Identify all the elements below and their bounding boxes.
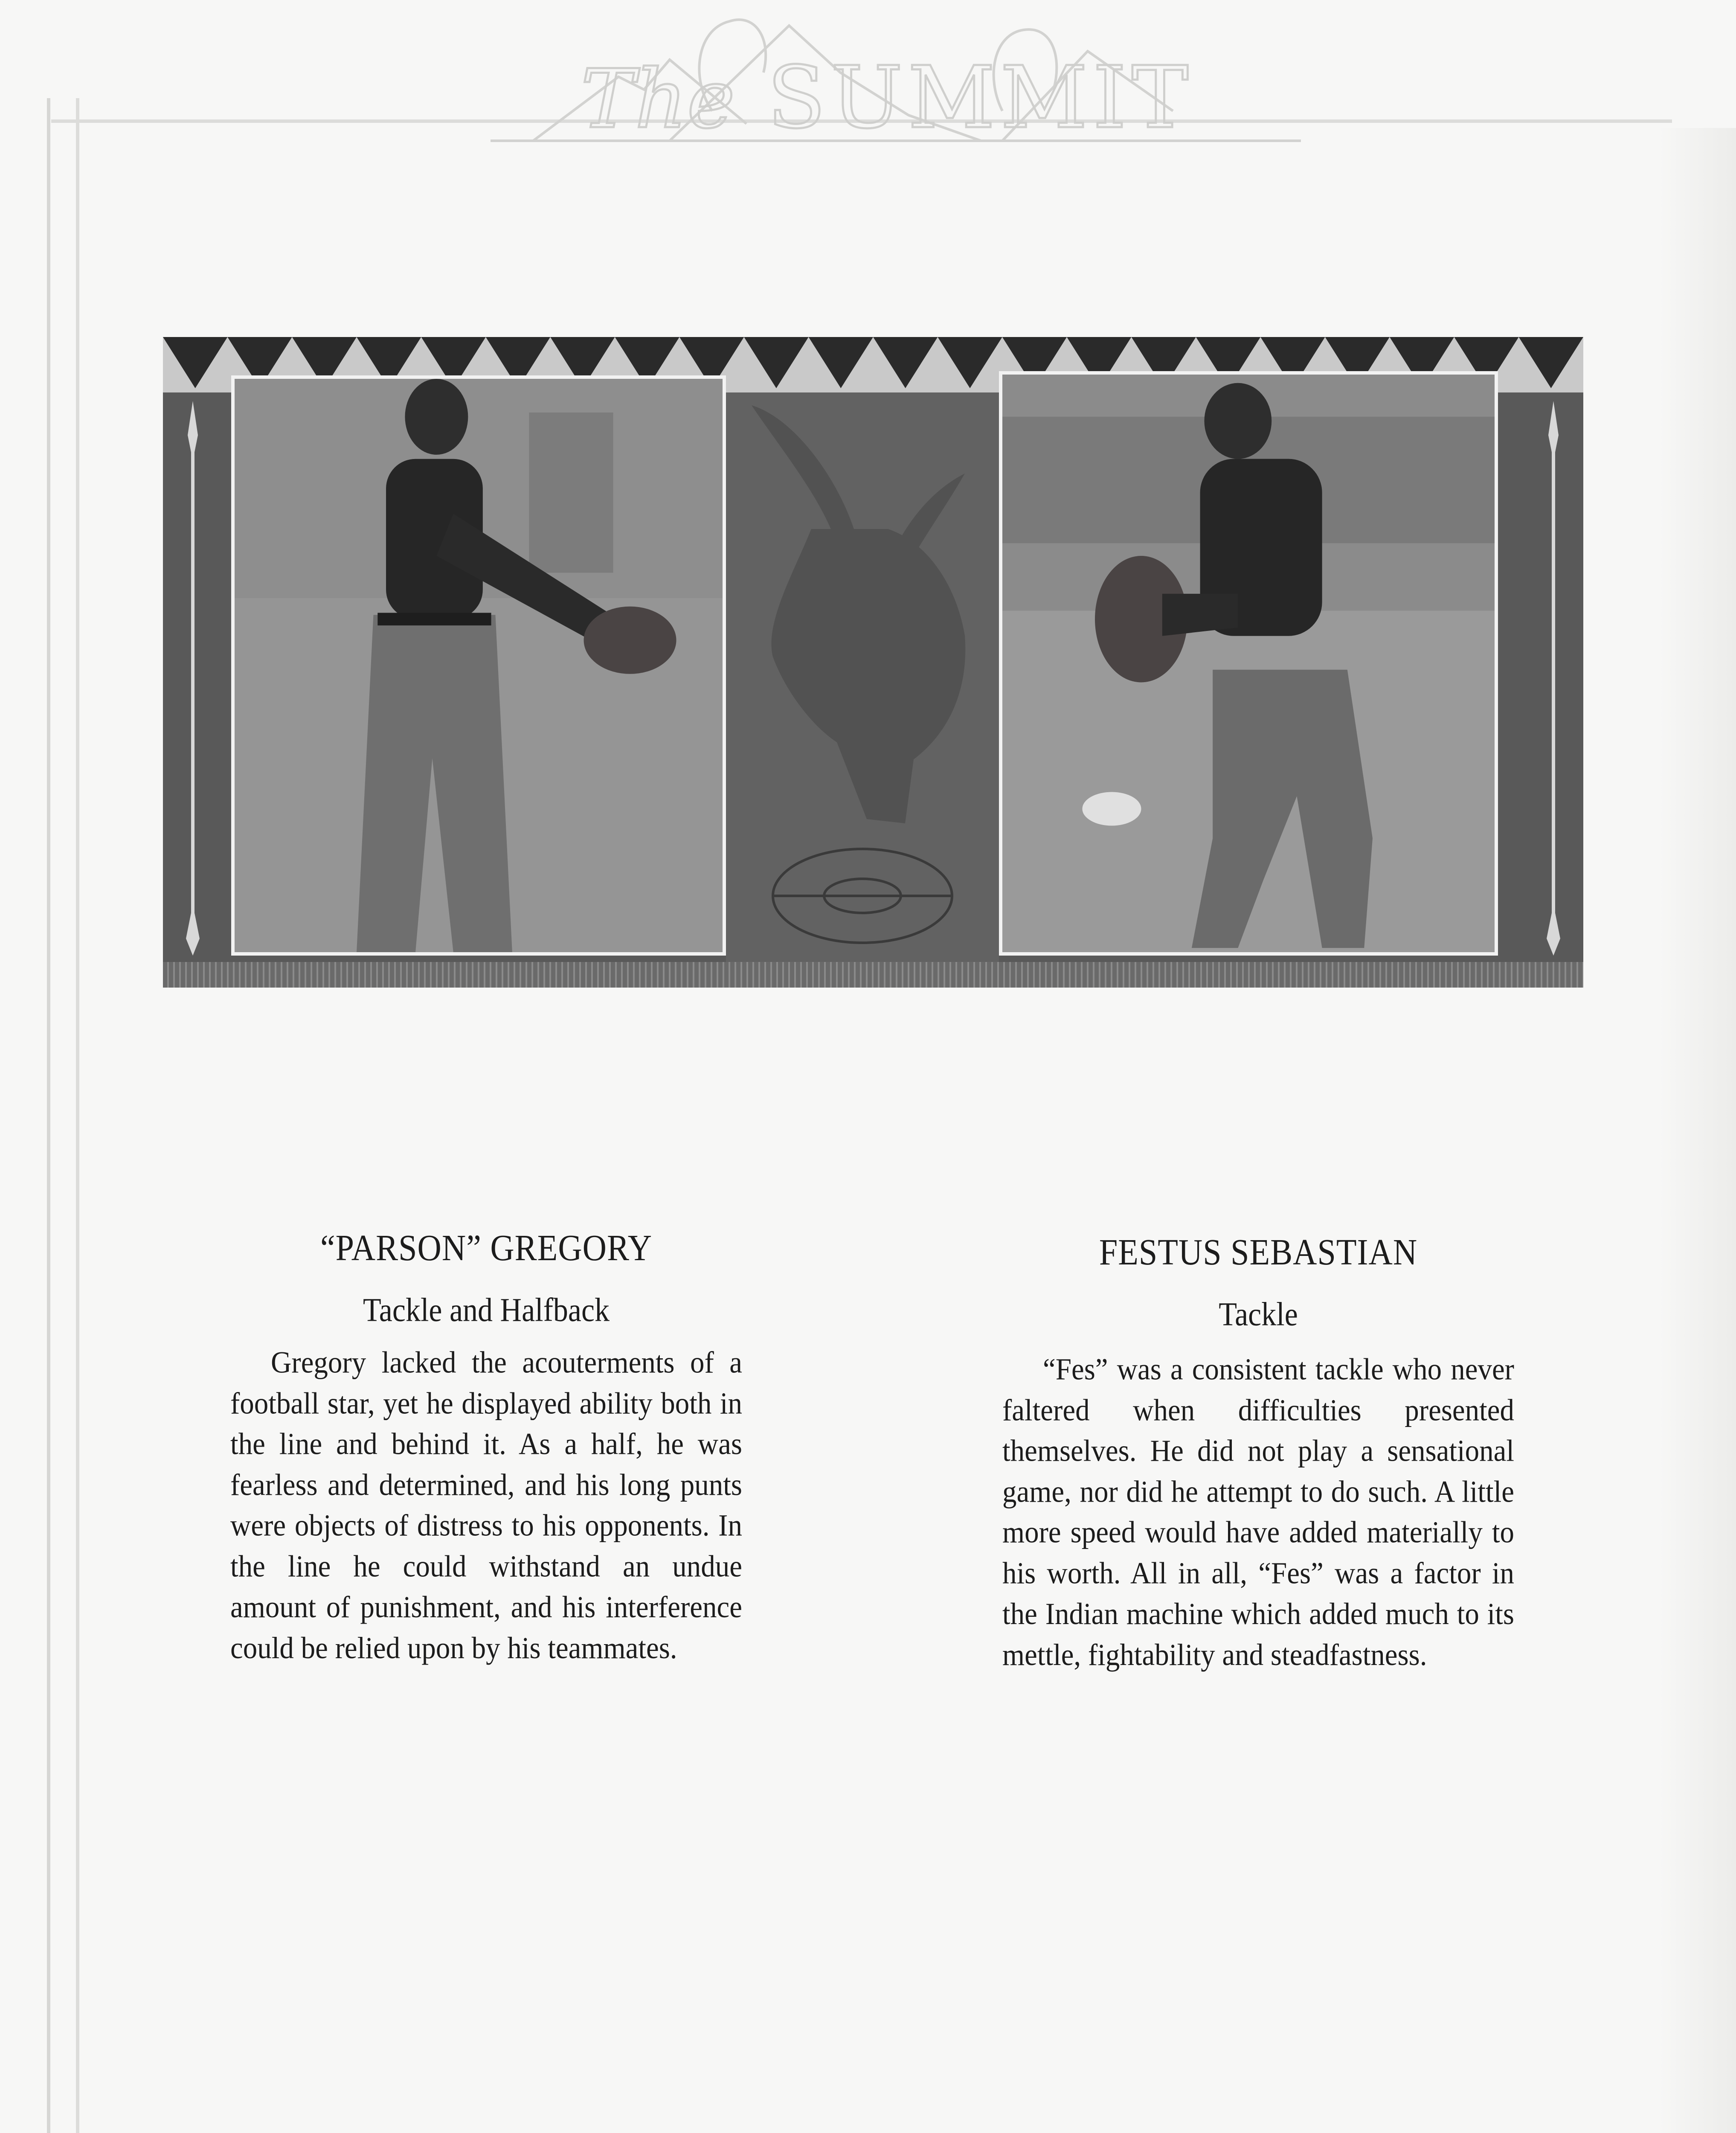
frame-border-left [47, 98, 79, 2133]
masthead-title-prefix: The [581, 52, 735, 146]
player-card-gregory [230, 1226, 742, 1673]
player-card-sebastian [1002, 1233, 1514, 1680]
spear-ornament-left-icon [184, 401, 201, 956]
player-photo-sebastian [999, 371, 1498, 956]
photo-banner [163, 337, 1583, 988]
player-position: Tackle [1219, 1296, 1298, 1333]
masthead-title [525, 48, 1250, 148]
page-edge-shadow [1659, 128, 1736, 2133]
player-position: Tackle and Halfback [363, 1292, 610, 1329]
indian-head-emblem-icon [726, 392, 999, 964]
player-photo-gregory [231, 375, 726, 956]
banner-fringe [163, 962, 1583, 988]
player-name: FESTUS SEBASTIAN [1099, 1231, 1418, 1273]
player-bio: “Fes” was a consistent tackle who never faltered when difficulties presented themselves. He did not play a sensational game, nor did he attempt to do such. A little more speed would have added materially to his worth. All in all, “Fes” was a factor in the Indian machine which added much to its mettle, fightability and steadfastness. [1002, 1352, 1514, 1672]
masthead-title-main: SUMMIT [767, 48, 1194, 148]
player-bio: Gregory lacked the acouterments of a football star, yet he displayed ability both in the line and behind it. As a half, he was fearless and determined, and his long punts were objects of distress to his opponents. In the line he could withstand an undue amount of punishment, and his interference could be relied upon by his teammates. [230, 1345, 742, 1665]
spear-ornament-right-icon [1545, 401, 1562, 956]
player-name: “PARSON” GREGORY [320, 1226, 653, 1269]
